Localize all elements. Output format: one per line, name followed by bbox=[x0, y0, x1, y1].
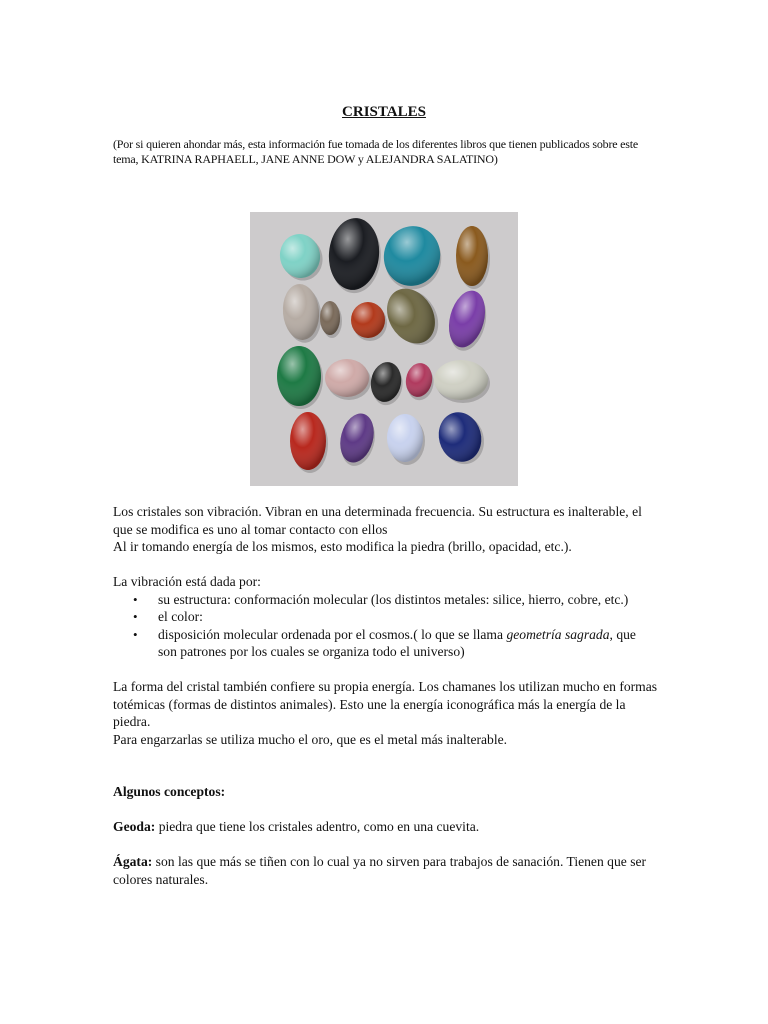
malachite-highlight bbox=[277, 346, 321, 406]
carnelian-highlight bbox=[351, 302, 385, 338]
intro-paragraph-1: Los cristales son vibración. Vibran en una determinada frecuencia. Su estructura es inalterable, el que se modifica es uno al tomar contacto con ellos bbox=[113, 504, 642, 537]
concepts-heading: Algunos conceptos: bbox=[113, 784, 226, 799]
form-paragraph-1: La forma del cristal también confiere su propia energía. Los chamanes los utilizan mucho en formas totémicas (formas de distintos animales). Esto une la energía iconográfica más la energía de la piedra. bbox=[113, 679, 658, 729]
bullet: • bbox=[133, 591, 138, 607]
blue-lace-agate-highlight bbox=[387, 414, 423, 462]
vibration-heading: La vibración está dada por: bbox=[113, 574, 261, 589]
bullet: • bbox=[133, 626, 138, 642]
concept-geoda bbox=[113, 818, 658, 836]
concept-definition: piedra que tiene los cristales adentro, como en una cuevita. bbox=[155, 819, 480, 834]
list-item bbox=[113, 591, 658, 609]
list-item-text: disposición molecular ordenada por el cosmos.( lo que se llama bbox=[158, 626, 507, 642]
snowflake-obsidian-highlight bbox=[368, 360, 404, 405]
moss-agate-highlight bbox=[434, 360, 488, 400]
concept-definition: son las que más se tiñen con lo cual ya no sirven para trabajos de sanación. Tienen que ser colores naturales. bbox=[113, 854, 647, 887]
bullet: • bbox=[133, 609, 138, 624]
lapis-lazuli-highlight bbox=[433, 407, 487, 466]
list-item bbox=[113, 608, 658, 626]
tiger-eye-highlight bbox=[456, 226, 488, 286]
amethyst-dark-highlight bbox=[335, 410, 379, 467]
list-item-text: , que son patrones por los cuales se organiza todo el universo) bbox=[158, 626, 636, 659]
crystals-photo bbox=[250, 212, 518, 486]
rose-quartz-highlight bbox=[325, 359, 369, 397]
amethyst-highlight bbox=[443, 287, 491, 352]
tourmaline-highlight bbox=[320, 301, 340, 335]
list-item-text: el color: bbox=[158, 609, 203, 624]
list-item bbox=[113, 626, 658, 661]
source-note: (Por si quieren ahondar más, esta información fue tomada de los diferentes libros que tienen publicados sobre este tema, KATRINA RAPHAELL, JANE ANNE DOW y ALEJANDRA SALATINO) bbox=[113, 137, 639, 166]
form-paragraph-2: Para engarzarlas se utiliza mucho el oro, que es el metal más inalterable. bbox=[113, 731, 508, 747]
page-title: CRISTALES bbox=[342, 104, 426, 120]
document-body bbox=[113, 503, 658, 888]
crystals-illustration bbox=[250, 212, 518, 486]
list-item-text: su estructura: conformación molecular (los distintos metales: silice, hierro, cobre, etc.) bbox=[158, 591, 629, 607]
emphasis-text: geometría sagrada bbox=[506, 626, 610, 642]
concept-term: Geoda: bbox=[113, 819, 156, 834]
intro-paragraph-2: Al ir tomando energía de los mismos, esto modifica la piedra (brillo, opacidad, etc.). bbox=[113, 539, 572, 554]
chrysocolla-highlight bbox=[377, 220, 447, 292]
vibration-list bbox=[113, 591, 658, 661]
concept-agata bbox=[113, 853, 658, 888]
concept-term: Ágata: bbox=[113, 854, 153, 869]
red-jasper-highlight bbox=[290, 412, 326, 470]
